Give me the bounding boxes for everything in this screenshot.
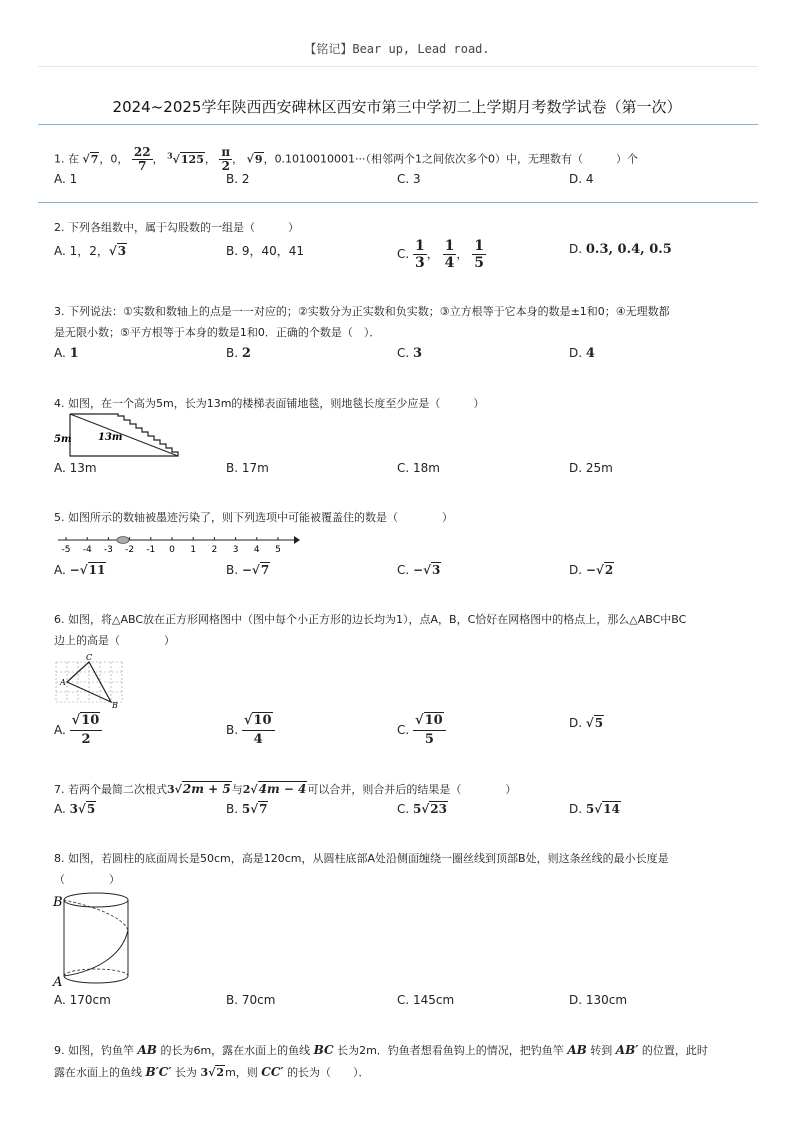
fraction-22-7: $\frac{22}{7}$ xyxy=(133,145,151,173)
question-9-line-2: 露在水面上的鱼线 B′C′ 长为 3√2m，则 CC′ 的长为（ ）． xyxy=(54,1065,370,1079)
question-2: 2. 下列各组数中，属于勾股数的一组是（ ） xyxy=(54,221,299,234)
q6-option-d[interactable]: D. √5 xyxy=(569,716,604,730)
q1-option-b[interactable]: B. 2 xyxy=(226,172,250,186)
q5-option-a[interactable]: A. −√11 xyxy=(54,563,106,577)
q6-option-c[interactable]: C. $\frac{√10}{5}$ xyxy=(397,712,446,749)
label-13m: 13m xyxy=(98,432,123,443)
q6-option-a[interactable]: A. $\frac{√10}{2}$ xyxy=(54,712,102,749)
number-line xyxy=(54,532,304,556)
selection-divider xyxy=(38,202,758,203)
svg-text:B: B xyxy=(112,701,118,708)
question-8-line-2: （ ） xyxy=(54,873,120,886)
tick-label: 0 xyxy=(169,545,175,555)
q4-option-b[interactable]: B. 17m xyxy=(226,461,269,475)
q2-option-b[interactable]: B. 9，40，41 xyxy=(226,244,305,258)
q7-option-a[interactable]: A. 3√5 xyxy=(54,802,96,816)
svg-text:A: A xyxy=(60,678,66,687)
question-3-line-1: 3. 下列说法：①实数和数轴上的点是一一对应的；②实数分为正实数和负实数；③立方根等于它本身的数是±1和0；④无理数都 xyxy=(54,305,670,318)
q7-option-b[interactable]: B. 5√7 xyxy=(226,802,268,816)
tick-label: 2 xyxy=(211,545,218,555)
q6-option-b[interactable]: B. $\frac{√10}{4}$ xyxy=(226,712,275,749)
grid-triangle-figure xyxy=(54,652,126,708)
q7-option-d[interactable]: D. 5√14 xyxy=(569,802,620,816)
tick-label: -3 xyxy=(103,545,113,555)
tick-label: 4 xyxy=(253,545,260,555)
q7-option-c[interactable]: C. 5√23 xyxy=(397,802,447,816)
motto-header: 【铭记】Bear up, Lead road. xyxy=(304,42,490,56)
tick-label: -4 xyxy=(82,545,92,555)
q2-option-d[interactable]: D. 0.3, 0.4, 0.5 xyxy=(569,242,672,257)
question-5: 5. 如图所示的数轴被墨迹污染了，则下列选项中可能被覆盖住的数是（ ） xyxy=(54,511,453,524)
ink-blot xyxy=(117,537,129,544)
q8-option-b[interactable]: B. 70cm xyxy=(226,993,276,1007)
q5-option-b[interactable]: B. −√7 xyxy=(226,563,270,577)
q3-option-a[interactable]: A. 1 xyxy=(54,346,79,361)
question-6-line-2: 边上的高是（ ） xyxy=(54,634,175,647)
q1-option-c[interactable]: C. 3 xyxy=(397,172,421,186)
cylinder-figure xyxy=(52,888,142,990)
svg-text:B: B xyxy=(53,895,63,910)
svg-text:A: A xyxy=(53,975,63,990)
svg-text:C: C xyxy=(86,653,93,662)
question-6-line-1: 6. 如图，将△ABC放在正方形网格图中（图中每个小正方形的边长均为1），点A，B，C恰好在网格图中的格点上，那么△ABC中BC xyxy=(54,613,687,626)
q1-option-d[interactable]: D. 4 xyxy=(569,172,594,186)
page-title: 2024~2025学年陕西西安碑林区西安市第三中学初二上学期月考数学试卷（第一次） xyxy=(112,98,682,116)
q2-option-c[interactable]: C. $\frac{1}{3}$ ， $\frac{1}{4}$ ， $\frac{1}{5}$ xyxy=(397,238,484,271)
q5-option-d[interactable]: D. −√2 xyxy=(569,563,614,577)
fraction-pi-2: $\frac{\pi}{2}$ xyxy=(221,145,231,173)
q8-option-a[interactable]: A. 170cm xyxy=(54,993,111,1007)
q2-option-a[interactable]: A. 1，2，√3 xyxy=(54,244,127,258)
q1-option-a[interactable]: A. 1 xyxy=(54,172,78,186)
staircase-figure xyxy=(52,410,184,460)
q3-option-c[interactable]: C. 3 xyxy=(397,346,423,361)
question-3-line-2: 是无限小数；⑤平方根等于本身的数是1和0．正确的个数是（ ）． xyxy=(54,326,381,339)
q4-option-a[interactable]: A. 13m xyxy=(54,461,97,475)
tick-label: -1 xyxy=(146,545,156,555)
question-4: 4. 如图，在一个高为5m，长为13m的楼梯表面铺地毯，则地毯长度至少应是（ ） xyxy=(54,397,485,410)
question-8-line-1: 8. 如图，若圆柱的底面周长是50cm，高是120cm，从圆柱底部A处沿侧面缠绕一圈丝线到顶部B处，则这条丝线的最小长度是 xyxy=(54,852,669,865)
question-1: 1. 在 √7，0， $\frac{22}{7}$ ， $^3$√125， $\frac{\pi}{2}$ ， √9，0.1010010001···（相邻两个1之间依次多个0）中，无理数有（ ）个 xyxy=(54,145,639,173)
q4-option-d[interactable]: D. 25m xyxy=(569,461,613,475)
tick-label: 3 xyxy=(232,545,239,555)
tick-label: -2 xyxy=(125,545,135,555)
header-divider xyxy=(38,66,758,67)
q3-option-b[interactable]: B. 2 xyxy=(226,346,251,361)
tick-label: 1 xyxy=(190,545,197,555)
tick-label: -5 xyxy=(61,545,71,555)
question-9-line-1: 9. 如图，钓鱼竿 AB 的长为6m，露在水面上的鱼线 BC 长为2m．钓鱼者想看鱼钩上的情况，把钓鱼竿 AB 转到 AB′ 的位置，此时 xyxy=(54,1043,708,1057)
q4-option-c[interactable]: C. 18m xyxy=(397,461,440,475)
q8-option-c[interactable]: C. 145cm xyxy=(397,993,455,1007)
q8-option-d[interactable]: D. 130cm xyxy=(569,993,628,1007)
q5-option-c[interactable]: C. −√3 xyxy=(397,563,441,577)
q3-option-d[interactable]: D. 4 xyxy=(569,346,595,361)
label-5m: 5m xyxy=(54,434,72,445)
tick-label: 5 xyxy=(275,545,281,555)
title-divider xyxy=(38,124,758,125)
question-7: 7. 若两个最简二次根式3√2m + 5与2√4m − 4可以合并，则合并后的结果是（ ） xyxy=(54,782,517,796)
